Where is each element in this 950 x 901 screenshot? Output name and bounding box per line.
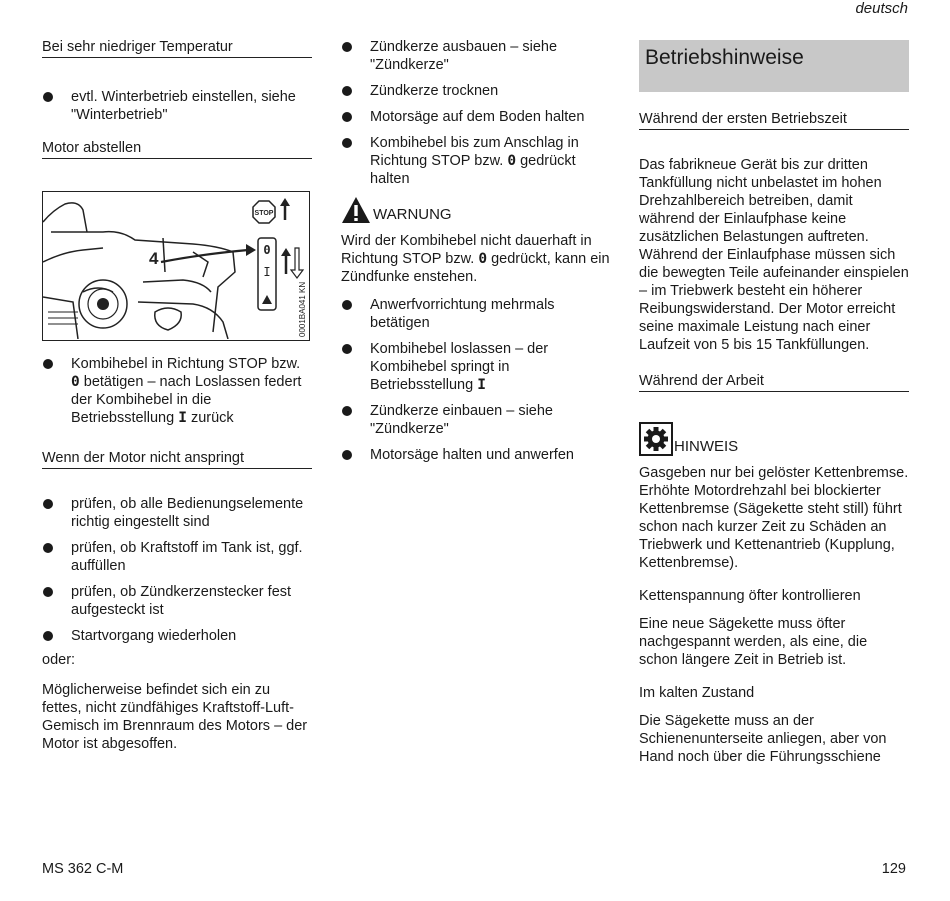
arrow-down-icon	[291, 248, 303, 278]
arrow-up-icon	[280, 198, 290, 206]
list-item: prüfen, ob Kraftstoff im Tank ist, ggf. auffüllen	[42, 539, 312, 575]
or-text: oder:	[42, 652, 76, 668]
notice-label: HINWEIS	[674, 438, 739, 455]
column-right	[639, 40, 909, 766]
page-number: 129	[881, 861, 906, 877]
choke-symbol: 0	[71, 374, 80, 390]
stop-sign-icon	[253, 201, 275, 223]
heading-chain-tension: Kettenspannung öfter kontrollieren	[639, 588, 861, 604]
warning-label: WARNUNG	[373, 206, 452, 223]
stop-sign-label: STOP	[254, 210, 274, 217]
figure-code: 0001BA041 KN	[298, 281, 307, 337]
list-item: Zündkerze ausbauen – siehe "Zündkerze"	[341, 38, 611, 74]
heading-stop-engine: Motor abstellen	[42, 139, 312, 159]
cold-text: Die Sägekette muss an der Schienenunterseite anliegen, aber von Hand noch über die Führungsschiene	[639, 713, 887, 765]
column-left	[42, 38, 312, 753]
list-item: Kombihebel in Richtung STOP bzw. 0 betätigen – nach Loslassen federt der Kombihebel in die Betriebsstellung I zurück	[42, 355, 312, 427]
stop-list	[42, 355, 312, 427]
notice-heading	[639, 422, 909, 456]
low-temp-list	[42, 88, 312, 124]
footer-model: MS 362 C-M	[42, 861, 124, 877]
warning-text: Wird der Kombihebel nicht dauerhaft in Richtung STOP bzw. 0 gedrückt, kann ein Zündfunke enstehen.	[341, 233, 610, 285]
chainsaw-figure	[42, 191, 310, 341]
gear-icon	[639, 422, 673, 456]
list-item: evtl. Winterbetrieb einstellen, siehe "Winterbetrieb"	[42, 88, 312, 124]
list-item: Kombihebel loslassen – der Kombihebel springt in Betriebsstellung I	[341, 340, 611, 394]
heading-low-temperature: Bei sehr niedriger Temperatur	[42, 38, 312, 58]
list-item: Anwerfvorrichtung mehrmals betätigen	[341, 296, 611, 332]
section-title: Betriebshinweise	[639, 40, 909, 92]
flooded-text: Möglicherweise befindet sich ein zu fettes, nicht zündfähiges Kraftstoff-Luft-Gemisch im Brennraum des Motors – der Motor ist abgesoffen.	[42, 682, 308, 752]
heading-first-period: Während der ersten Betriebszeit	[639, 110, 909, 130]
heading-engine-not-starting: Wenn der Motor nicht anspringt	[42, 449, 312, 469]
not-start-list	[42, 495, 312, 645]
list-item: Zündkerze trocknen	[341, 82, 611, 100]
list-item: Kombihebel bis zum Anschlag in Richtung STOP bzw. 0 gedrückt halten	[341, 134, 611, 188]
list-item: Startvorgang wiederholen	[42, 627, 312, 645]
list-item: Zündkerze einbauen – siehe "Zündkerze"	[341, 402, 611, 438]
warning-heading	[341, 196, 611, 224]
list-item: Motorsäge auf dem Boden halten	[341, 108, 611, 126]
warning-triangle-icon	[341, 196, 371, 224]
run-position-symbol: I	[178, 410, 187, 426]
procedure-list-bottom	[341, 296, 611, 464]
language-label: deutsch	[855, 0, 908, 17]
chainsaw-illustration	[43, 192, 308, 339]
heading-during-work: Während der Arbeit	[639, 372, 909, 392]
choke-symbol: 0	[507, 153, 517, 169]
heading-cold-state: Im kalten Zustand	[639, 685, 755, 701]
procedure-list-top	[341, 38, 611, 188]
first-period-text: Das fabrikneue Gerät bis zur dritten Tankfüllung nicht unbelastet im hohen Drehzahlbereich betreiben, damit während der Einlaufphase keine zusätzlichen Belastungen auftreten. Während der Einlaufphase müssen sich die bewegten Teile aufeinander einspielen – im Triebwerk besteht ein höherer Reibungswiderstand. Der Motor erreicht seine maximale Leistung nach einer Laufzeit von 5 bis 15 Tankfüllungen.	[639, 157, 909, 353]
list-item: Motorsäge halten und anwerfen	[341, 446, 611, 464]
column-middle	[341, 38, 611, 472]
list-item: prüfen, ob alle Bedienungselemente richtig eingestellt sind	[42, 495, 312, 531]
notice-text: Gasgeben nur bei gelöster Kettenbremse. Erhöhte Motordrehzahl bei blockierter Kettenbremse (Sägekette steht still) führt schon nach kurzer Zeit zu Schäden an Triebwerk und Kettenantrieb (Kupplung, Kettenbremse).	[639, 465, 909, 571]
run-position-symbol: I	[477, 377, 486, 393]
choke-symbol: 0	[478, 251, 488, 267]
svg-text:I: I	[263, 265, 271, 279]
tension-text: Eine neue Sägekette muss öfter nachgespannt werden, als eine, die schon längere Zeit in Betrieb ist.	[639, 616, 868, 668]
figure-label-number: 4	[149, 249, 159, 268]
list-item: prüfen, ob Zündkerzenstecker fest aufgesteckt ist	[42, 583, 312, 619]
svg-text:0: 0	[263, 243, 271, 257]
